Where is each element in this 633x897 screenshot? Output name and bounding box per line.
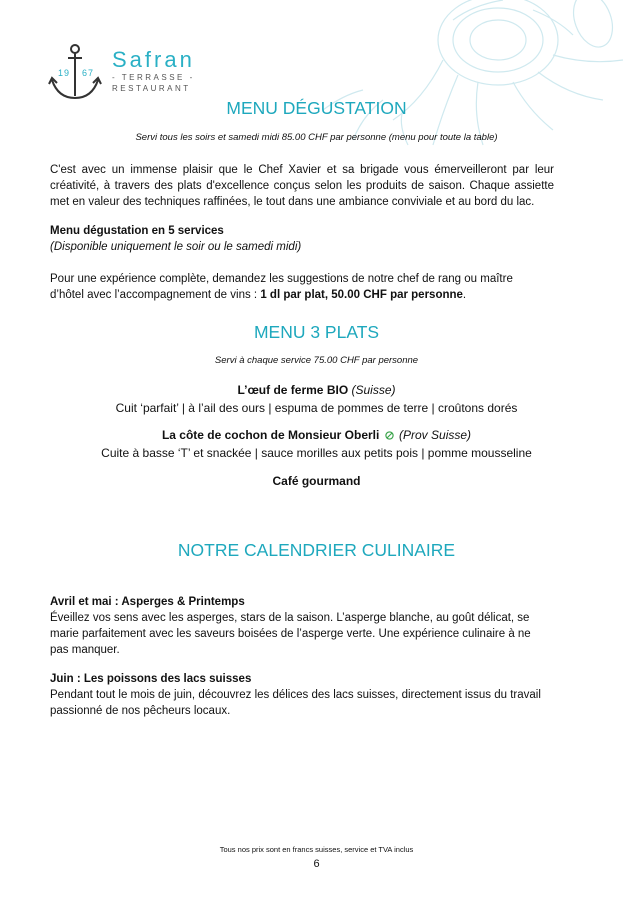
calendar-june-line1: Pendant tout le mois de juin, découvrez les délices des lacs suisses, directement issus du travail bbox=[50, 689, 541, 701]
wine-pairing-text: d’hôtel avec l’accompagnement de vins : bbox=[50, 289, 261, 301]
calendar-april-line3: pas manquer. bbox=[50, 644, 120, 656]
jellyfish-illustration bbox=[303, 0, 633, 150]
dish-3-name: Café gourmand bbox=[272, 474, 361, 488]
wine-pairing-line2 bbox=[50, 287, 466, 303]
dish-1-description: Cuit ‘parfait’ | à l’ail des ours | espuma de pommes de terre | croûtons dorés bbox=[115, 401, 518, 415]
logo-year-right: 67 bbox=[82, 68, 95, 78]
wine-pairing-price: 1 dl par plat, 50.00 CHF par personne bbox=[260, 289, 463, 301]
calendar-june-line2: passionné de nos pêcheurs locaux. bbox=[50, 705, 231, 717]
brand-subtitle-terrasse: - TERRASSE - bbox=[112, 73, 195, 82]
footer-note: Tous nos prix sont en francs suisses, service et TVA inclus bbox=[219, 845, 414, 854]
brand-subtitle-restaurant: RESTAURANT bbox=[112, 84, 191, 93]
dish-1-name: L’œuf de ferme BIO bbox=[237, 383, 349, 397]
logo-year-left: 19 bbox=[58, 68, 71, 78]
label-icon bbox=[385, 431, 394, 440]
anchor-icon bbox=[48, 42, 108, 104]
degustation-subtitle: Servi tous les soirs et samedi midi 85.00 CHF par personne (menu pour toute la table) bbox=[135, 132, 498, 143]
dish-1-title bbox=[0, 383, 633, 397]
brand-name: Safran bbox=[112, 47, 195, 72]
page-number: 6 bbox=[313, 858, 320, 870]
wine-pairing-end: . bbox=[462, 289, 467, 301]
calendar-june-heading: Juin : Les poissons des lacs suisses bbox=[50, 673, 252, 685]
dish-2-name: La côte de cochon de Monsieur Oberli bbox=[161, 428, 380, 442]
degustation-intro: C'est avec un immense plaisir que le Chef Xavier et sa brigade vous émerveilleront par leur créativité, à travers des plats d'excellence conçus selon les produits de saison. Chaque assiette met en valeur des techniques raffinées, le tout dans une ambiance conviviale et au bord du lac. bbox=[50, 164, 554, 208]
services-note: (Disponible uniquement le soir ou le samedi midi) bbox=[50, 241, 302, 253]
calendar-april-line2: marie parfaitement avec les saveurs boisées de l’asperge verte. Une expérience culinaire à ne bbox=[50, 628, 531, 640]
calendar-title: NOTRE CALENDRIER CULINAIRE bbox=[177, 540, 456, 560]
dish-2-title bbox=[0, 428, 633, 442]
dish-2-description: Cuite à basse ‘T’ et snackée | sauce morilles aux petits pois | pomme mousseline bbox=[101, 446, 532, 460]
wine-pairing-line1: Pour une expérience complète, demandez les suggestions de notre chef de rang ou maître bbox=[50, 273, 513, 285]
calendar-april-line1: Éveillez vos sens avec les asperges, stars de la saison. L’asperge blanche, au goût délicat, se bbox=[50, 612, 530, 624]
degustation-title: MENU DÉGUSTATION bbox=[226, 98, 407, 118]
three-courses-subtitle: Servi à chaque service 75.00 CHF par personne bbox=[214, 355, 419, 366]
dish-2-origin: (Prov Suisse) bbox=[399, 428, 472, 442]
calendar-april-heading: Avril et mai : Asperges & Printemps bbox=[50, 596, 245, 608]
services-title: Menu dégustation en 5 services bbox=[50, 225, 224, 237]
three-courses-title: MENU 3 PLATS bbox=[253, 322, 380, 342]
dish-1-origin: (Suisse) bbox=[351, 383, 396, 397]
